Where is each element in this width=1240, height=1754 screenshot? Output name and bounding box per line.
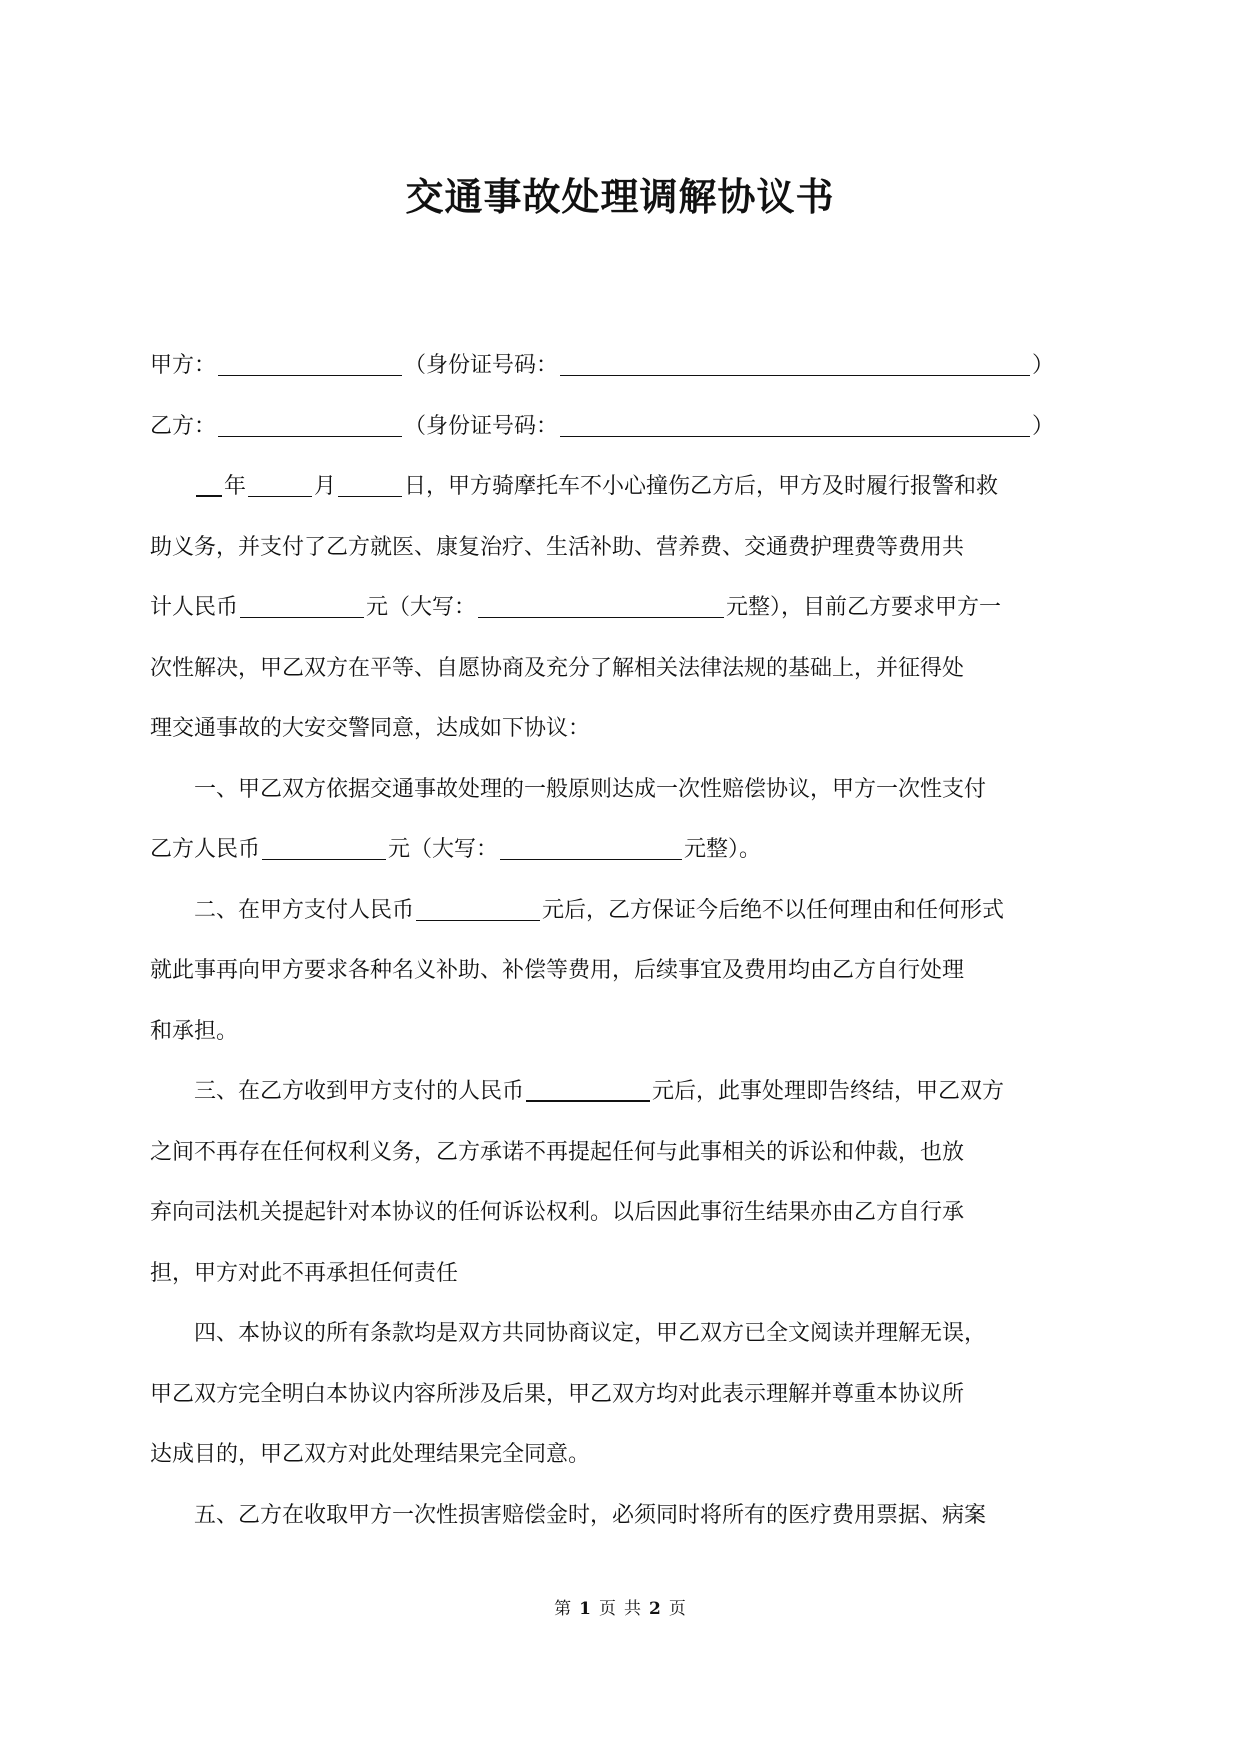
intro-capital-label: 元（大写： [366, 595, 477, 620]
party-a-id-open: （身份证号码： [404, 353, 559, 378]
intro-line-2: 助义务，并支付了乙方就医、康复治疗、生活补助、营养费、交通费护理费等费用共 [150, 534, 965, 560]
page-footer [0, 1597, 1240, 1621]
intro-line-4: 次性解决，甲乙双方在平等、自愿协商及充分了解相关法律法规的基础上，并征得处 [150, 655, 965, 681]
clause-1-amount-label: 乙方人民币 [150, 837, 261, 862]
clause-1-text: 一、甲乙双方依据交通事故处理的一般原则达成一次性赔偿协议，甲方一次性支付 [194, 776, 987, 802]
clause-2-line-2: 就此事再向甲方要求各种名义补助、补偿等费用，后续事宜及费用均由乙方自行处理 [150, 958, 965, 983]
party-a-id-blank[interactable] [560, 353, 1030, 376]
clause-5-text: 五、乙方在收取甲方一次性损害赔偿金时，必须同时将所有的医疗费用票据、病案 [194, 1502, 987, 1528]
party-b-id-open: （身份证号码： [404, 413, 559, 439]
party-b-line [150, 397, 1090, 458]
clause-3-text-a: 三、在乙方收到甲方支付的人民币 [194, 1079, 525, 1104]
clause-4-line-1 [150, 1304, 1090, 1365]
intro-text-3: 元整），目前乙方要求甲方一 [726, 595, 1002, 620]
document-body [150, 336, 1090, 1546]
clause-3-text-b: 元后，此事处理即告终结，甲乙双方 [652, 1079, 1005, 1104]
party-b-id-blank[interactable] [560, 414, 1030, 437]
footer-page-number: 1 [579, 1599, 591, 1619]
footer-ye: 页 [599, 1599, 616, 1619]
clause-1-line-2 [150, 820, 1090, 881]
clause-1-capital-label: 元（大写： [388, 837, 499, 862]
clause-1-amount-blank[interactable] [262, 837, 386, 860]
clause-4-line-2: 甲乙双方完全明白本协议内容所涉及后果，甲乙双方均对此表示理解并尊重本协议所 [150, 1381, 965, 1407]
clause-2-line-3: 和承担。 [150, 1018, 239, 1044]
clause-3-line-1 [150, 1062, 1090, 1123]
clause-3-line-2: 之间不再存在任何权利义务，乙方承诺不再提起任何与此事相关的诉讼和仲裁，也放 [150, 1139, 965, 1165]
footer-di: 第 [554, 1599, 572, 1619]
intro-line-5: 理交通事故的大安交警同意，达成如下协议： [150, 716, 591, 741]
intro-amount-blank[interactable] [240, 595, 364, 618]
year-label: 年 [224, 474, 247, 499]
footer-ye2: 页 [668, 1599, 686, 1619]
clause-3-line-4: 担，甲方对此不再承担任何责任 [150, 1260, 459, 1286]
month-label: 月 [314, 474, 337, 499]
document-title: 交通事故处理调解协议书 [405, 174, 835, 219]
clause-5-line-1 [150, 1486, 1090, 1547]
footer-gong: 共 [624, 1599, 641, 1619]
party-a-id-close: ） [1032, 353, 1055, 378]
clause-2-text-b: 元后，乙方保证今后绝不以任何理由和任何形式 [542, 897, 1005, 923]
clause-1-end: 元整）。 [684, 837, 762, 862]
clause-2-amount-blank[interactable] [416, 898, 540, 921]
party-a-label: 甲方： [150, 353, 217, 378]
party-b-name-blank[interactable] [218, 414, 402, 437]
intro-line-3 [150, 578, 1090, 639]
intro-line-1 [150, 457, 1090, 518]
party-b-label: 乙方： [150, 413, 217, 439]
footer-total-pages: 2 [649, 1599, 661, 1619]
day-blank[interactable] [338, 474, 402, 497]
month-blank[interactable] [248, 474, 312, 497]
party-a-line [150, 336, 1090, 397]
year-blank[interactable] [196, 473, 222, 497]
intro-amount-label: 计人民币 [150, 595, 239, 620]
intro-text-1: 日，甲方骑摩托车不小心撞伤乙方后，甲方及时履行报警和救 [404, 474, 999, 499]
clause-1-capital-blank[interactable] [500, 837, 682, 860]
party-a-name-blank[interactable] [218, 353, 402, 376]
clause-2-line-1 [150, 881, 1090, 942]
clause-3-line-3: 弃向司法机关提起针对本协议的任何诉讼权利。以后因此事衍生结果亦由乙方自行承 [150, 1200, 965, 1225]
clause-4-line-3: 达成目的，甲乙双方对此处理结果完全同意。 [150, 1442, 591, 1467]
clause-3-amount-blank[interactable] [526, 1078, 650, 1102]
intro-capital-blank[interactable] [478, 595, 724, 618]
party-b-id-close: ） [1032, 413, 1055, 439]
clause-1-line-1 [150, 760, 1090, 821]
clause-2-text-a: 二、在甲方支付人民币 [194, 897, 415, 923]
clause-4-text: 四、本协议的所有条款均是双方共同协商议定，甲乙双方已全文阅读并理解无误， [194, 1321, 987, 1346]
